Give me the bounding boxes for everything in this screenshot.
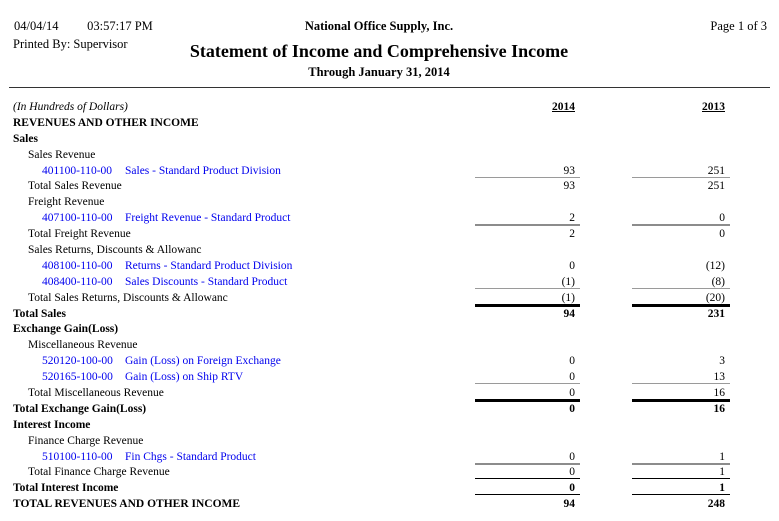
value-2014: 0 xyxy=(569,450,575,463)
row-label: Total Exchange Gain(Loss) xyxy=(13,402,147,415)
value-2014: (1) xyxy=(561,275,575,288)
column-gap xyxy=(580,351,632,367)
right-margin xyxy=(730,494,779,510)
right-margin xyxy=(730,161,779,177)
value-2014: 0 xyxy=(475,478,580,494)
value-2014 xyxy=(475,431,580,447)
report-row-total xyxy=(0,494,779,510)
report-row-total xyxy=(0,399,779,415)
right-margin xyxy=(730,431,779,447)
value-2014: 0 xyxy=(569,371,575,384)
account-number-link[interactable]: 520120-100-00 xyxy=(42,355,113,368)
column-gap xyxy=(580,447,632,463)
row-label: Sales Returns, Discounts & Allowanc xyxy=(28,244,202,257)
report-title: Statement of Income and Comprehensive Income xyxy=(189,41,569,61)
value-2014: 93 xyxy=(563,164,575,177)
report-row-section xyxy=(0,113,779,129)
value-2014 xyxy=(475,129,580,145)
right-margin xyxy=(730,335,779,351)
report-row-group xyxy=(0,145,779,161)
row-label xyxy=(0,260,475,272)
right-margin xyxy=(730,478,779,494)
value-2014: (1) xyxy=(475,288,580,304)
column-gap xyxy=(580,145,632,161)
column-gap xyxy=(580,272,632,288)
account-description-link[interactable]: Fin Chgs - Standard Product xyxy=(125,450,256,463)
row-label: Sales xyxy=(13,132,38,145)
right-margin xyxy=(730,256,779,272)
account-description-link[interactable]: Freight Revenue - Standard Product xyxy=(125,212,291,225)
report-row-group xyxy=(0,240,779,256)
value-2014 xyxy=(475,335,580,351)
row-label xyxy=(0,165,475,177)
value-2013: 13 xyxy=(713,371,725,384)
report-row-total xyxy=(0,288,779,304)
right-margin xyxy=(730,224,779,240)
report-row-section xyxy=(0,129,779,145)
row-label xyxy=(0,355,475,367)
value-2013: 16 xyxy=(632,399,730,415)
value-2013: 16 xyxy=(632,383,730,399)
report-row-section xyxy=(0,320,779,336)
value-2014 xyxy=(475,192,580,208)
right-margin xyxy=(730,351,779,367)
value-2014: 0 xyxy=(569,259,575,272)
row-label xyxy=(0,451,475,463)
row-label: Miscellaneous Revenue xyxy=(28,339,138,352)
right-margin xyxy=(730,367,779,383)
right-margin xyxy=(730,113,779,129)
account-number-link[interactable]: 401100-110-00 xyxy=(42,164,113,177)
value-2014: 0 xyxy=(475,463,580,479)
row-label: Total Miscellaneous Revenue xyxy=(28,387,164,400)
value-2013 xyxy=(632,145,730,161)
report-row-total xyxy=(0,304,779,320)
account-description-link[interactable]: Sales Discounts - Standard Product xyxy=(125,275,288,288)
row-label: Total Finance Charge Revenue xyxy=(28,466,170,479)
report-table xyxy=(0,96,779,510)
column-gap xyxy=(580,192,632,208)
column-gap xyxy=(580,256,632,272)
report-row-total xyxy=(0,463,779,479)
right-margin xyxy=(730,399,779,415)
report-row-total xyxy=(0,478,779,494)
right-margin xyxy=(730,192,779,208)
row-label xyxy=(0,276,475,288)
account-description-link[interactable]: Gain (Loss) on Foreign Exchange xyxy=(125,355,281,368)
column-2014-label: 2014 xyxy=(552,101,575,113)
value-2014 xyxy=(475,145,580,161)
column-gap xyxy=(580,335,632,351)
column-gap xyxy=(580,463,632,479)
report-row-account xyxy=(0,447,779,463)
value-2013: 251 xyxy=(632,177,730,193)
value-2014: 0 xyxy=(475,399,580,415)
value-2014: 0 xyxy=(569,355,575,368)
value-2013 xyxy=(632,431,730,447)
row-label: TOTAL REVENUES AND OTHER INCOME xyxy=(13,498,241,511)
column-gap xyxy=(580,288,632,304)
report-row-account xyxy=(0,351,779,367)
report-row-account xyxy=(0,272,779,288)
report-row-total xyxy=(0,383,779,399)
column-gap xyxy=(580,478,632,494)
right-margin xyxy=(730,304,779,320)
column-gap xyxy=(580,96,632,113)
print-time: 03:57:17 PM xyxy=(87,19,153,33)
value-2013 xyxy=(632,129,730,145)
value-2013: (20) xyxy=(632,288,730,304)
report-row-total xyxy=(0,177,779,193)
row-label: Finance Charge Revenue xyxy=(28,434,144,447)
account-description-link[interactable]: Returns - Standard Product Division xyxy=(125,259,293,272)
value-2014 xyxy=(475,113,580,129)
row-label: Total Sales xyxy=(13,307,66,320)
report-row-account xyxy=(0,208,779,224)
row-label: Sales Revenue xyxy=(28,148,96,161)
value-2014: 93 xyxy=(475,177,580,193)
report-row-account xyxy=(0,367,779,383)
column-2013-label: 2013 xyxy=(702,101,725,113)
right-margin xyxy=(730,177,779,193)
report-row-account xyxy=(0,256,779,272)
column-gap xyxy=(580,304,632,320)
right-margin xyxy=(730,129,779,145)
row-label: Total Sales Revenue xyxy=(28,180,122,193)
value-2013 xyxy=(632,192,730,208)
report-row-total xyxy=(0,224,779,240)
right-margin xyxy=(730,240,779,256)
value-2013: (12) xyxy=(705,259,725,272)
report-row-group xyxy=(0,335,779,351)
column-gap xyxy=(580,415,632,431)
value-2014: 2 xyxy=(475,224,580,240)
row-label xyxy=(0,371,475,383)
column-gap xyxy=(580,431,632,447)
right-margin xyxy=(730,447,779,463)
right-margin xyxy=(730,320,779,336)
row-label: REVENUES AND OTHER INCOME xyxy=(13,116,199,129)
row-label: Exchange Gain(Loss) xyxy=(13,323,119,336)
value-2014: 0 xyxy=(475,383,580,399)
right-margin xyxy=(730,145,779,161)
right-margin xyxy=(730,415,779,431)
report-row-group xyxy=(0,192,779,208)
account-number-link[interactable]: 407100-110-00 xyxy=(42,212,113,225)
account-number-link[interactable]: 510100-110-00 xyxy=(42,450,113,463)
account-number-link[interactable]: 408100-110-00 xyxy=(42,259,113,272)
column-gap xyxy=(580,224,632,240)
value-2014 xyxy=(475,320,580,336)
company-name: National Office Supply, Inc. xyxy=(304,19,454,33)
value-2013: 0 xyxy=(632,224,730,240)
value-2013: 1 xyxy=(632,463,730,479)
column-header-row xyxy=(0,96,779,113)
report-row-account xyxy=(0,161,779,177)
column-header-2013 xyxy=(632,96,730,113)
right-margin xyxy=(730,288,779,304)
row-label: Freight Revenue xyxy=(28,196,105,209)
right-margin xyxy=(730,272,779,288)
value-2013: 0 xyxy=(719,212,725,225)
row-label: Total Freight Revenue xyxy=(28,228,131,241)
value-2013: 1 xyxy=(719,450,725,463)
value-2014 xyxy=(475,240,580,256)
value-2014: 94 xyxy=(475,304,580,320)
column-header-2014 xyxy=(475,96,580,113)
row-label: Total Interest Income xyxy=(13,482,119,495)
right-margin xyxy=(730,96,779,113)
report-row-section xyxy=(0,415,779,431)
column-gap xyxy=(580,129,632,145)
row-label: Interest Income xyxy=(13,418,91,431)
account-number-link[interactable]: 520165-100-00 xyxy=(42,371,113,384)
account-description-link[interactable]: Gain (Loss) on Ship RTV xyxy=(125,371,244,384)
value-2013 xyxy=(632,240,730,256)
value-2013 xyxy=(632,335,730,351)
row-label xyxy=(0,212,475,224)
value-2013: (8) xyxy=(711,275,725,288)
header-divider xyxy=(9,87,770,88)
print-date: 04/04/14 xyxy=(14,19,59,33)
column-gap xyxy=(580,383,632,399)
column-gap xyxy=(580,399,632,415)
value-2013: 251 xyxy=(707,164,725,177)
value-2013: 231 xyxy=(632,304,730,320)
value-2013: 248 xyxy=(632,494,730,510)
report-rows xyxy=(0,113,779,510)
value-2014: 2 xyxy=(569,212,575,225)
report-subtitle: Through January 31, 2014 xyxy=(308,65,450,79)
printed-by: Printed By: Supervisor xyxy=(13,37,128,51)
value-2013: 3 xyxy=(719,355,725,368)
value-2013 xyxy=(632,113,730,129)
column-gap xyxy=(580,161,632,177)
column-gap xyxy=(580,240,632,256)
right-margin xyxy=(730,463,779,479)
account-number-link[interactable]: 408400-110-00 xyxy=(42,275,113,288)
row-label: Total Sales Returns, Discounts & Allowanc xyxy=(28,291,228,304)
right-margin xyxy=(730,383,779,399)
page-number: Page 1 of 3 xyxy=(710,19,767,33)
column-gap xyxy=(580,367,632,383)
units-note: (In Hundreds of Dollars) xyxy=(13,101,128,113)
value-2013: 1 xyxy=(632,478,730,494)
column-gap xyxy=(580,113,632,129)
value-2013 xyxy=(632,415,730,431)
value-2014: 94 xyxy=(475,494,580,510)
account-description-link[interactable]: Sales - Standard Product Division xyxy=(125,164,281,177)
column-gap xyxy=(580,494,632,510)
column-gap xyxy=(580,320,632,336)
column-gap xyxy=(580,177,632,193)
right-margin xyxy=(730,208,779,224)
report-row-group xyxy=(0,431,779,447)
column-gap xyxy=(580,208,632,224)
value-2013 xyxy=(632,320,730,336)
value-2014 xyxy=(475,415,580,431)
